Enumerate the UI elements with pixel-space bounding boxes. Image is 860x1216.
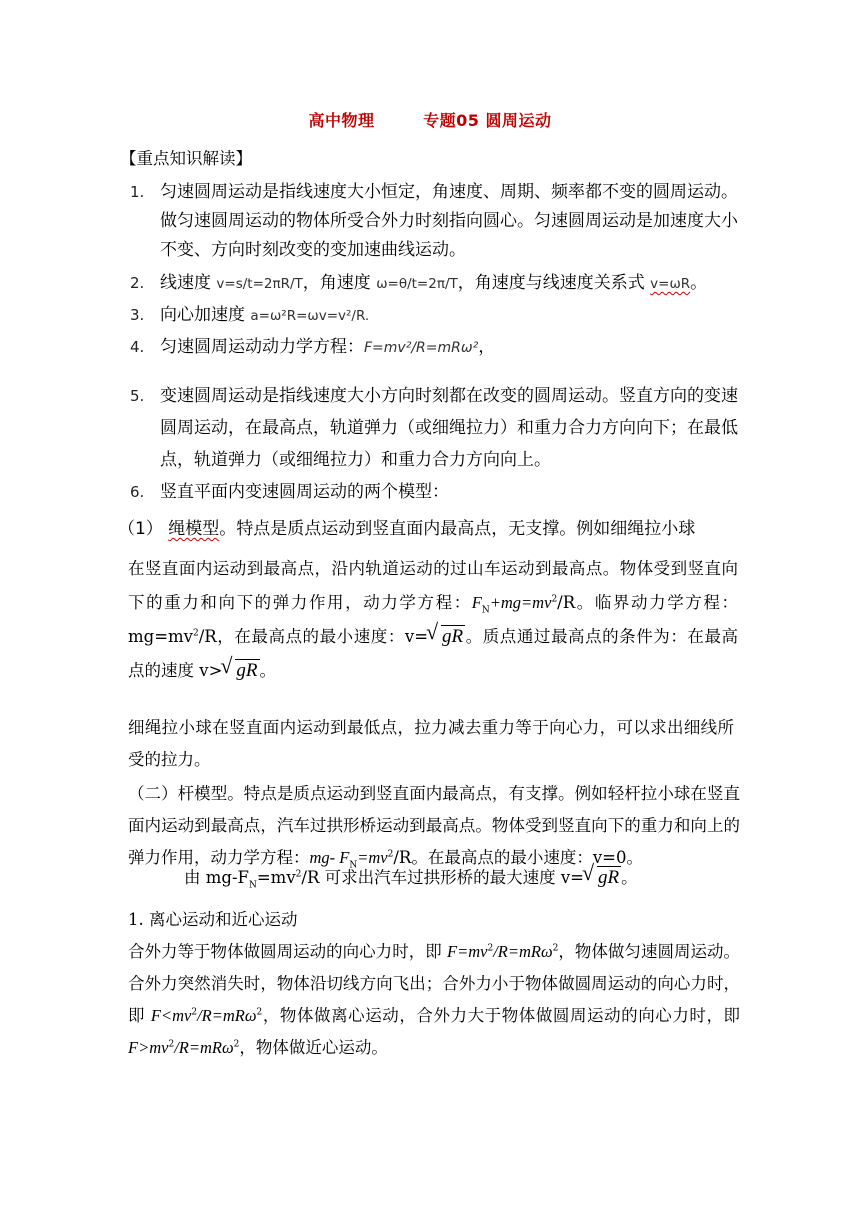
formula: v=ωR — [650, 276, 691, 292]
superscript: 2 — [387, 849, 394, 860]
page-title: 高中物理 专题05 圆周运动 — [308, 111, 552, 130]
sub-label: （1） — [118, 519, 163, 539]
item-text: 线速度 — [160, 273, 217, 293]
equation: F=mv — [447, 942, 488, 961]
list-item-4 — [128, 333, 748, 363]
rope-model-heading — [118, 515, 748, 544]
superscript: 2 — [168, 1039, 175, 1050]
formula: F=mv²/R=mRω² — [364, 340, 479, 356]
sqrt-content: gR — [236, 660, 258, 681]
equation: +mg=mv — [489, 593, 552, 612]
superscript: 2 — [551, 594, 558, 605]
body-text: 。质点通过最高点的条件为：在最高点的速度 v> — [128, 627, 738, 680]
item-text: 匀速圆周运动是指线速度大小恒定，角速度、周期、频率都不变的圆周运动。做匀速圆周运动的物体所受合外力时刻指向圆心。匀速圆周运动是加速度大小不变、方向时刻改变的变加速曲线运动。 — [160, 182, 738, 260]
item-number: 1. — [130, 183, 145, 201]
list-item-6 — [128, 476, 748, 508]
rope-model-word: 绳模型 — [168, 519, 220, 539]
centrifugal-body — [128, 936, 740, 1064]
superscript: 2 — [552, 943, 559, 954]
item-text: 。 — [690, 273, 708, 293]
body-text: /R。临界动力学方程： — [557, 593, 738, 612]
numbered-list — [128, 178, 748, 363]
superscript: 2 — [487, 943, 494, 954]
body-text: 。 — [259, 661, 277, 680]
list-item-2 — [128, 269, 748, 299]
equation: mg=mv — [128, 627, 194, 646]
item-text: 变速圆周运动是指线速度大小方向时刻都在改变的圆周运动。竖直方向的变速圆周运动，在最高点，轨道弹力（或细绳拉力）和重力合力方向向下；在最低点，轨道弹力（或细绳拉力）和重力合力方向向上。 — [160, 386, 738, 470]
body-text: /R。在最高点的最小速度：v=0。 — [393, 848, 643, 867]
body-text: 合外力等于物体做圆周运动的向心力时，即 — [128, 942, 447, 961]
sqrt-content: gR — [598, 867, 620, 888]
item-number: 4. — [130, 338, 145, 356]
equation: =mv — [357, 848, 388, 867]
sub-text: 。特点是质点运动到竖直面内最高点，无支撑。例如细绳拉小球 — [219, 519, 696, 539]
body-text: 。 — [621, 868, 638, 887]
list-item-5 — [128, 380, 748, 476]
lowest-point-paragraph: 细绳拉小球在竖直面内运动到最低点，拉力减去重力等于向心力，可以求出细线所受的拉力。 — [128, 718, 734, 769]
item-number: 5. — [130, 387, 145, 405]
body-text: ，物体做离心运动，合外力大于物体做圆周运动的向心力时，即 — [262, 1006, 740, 1025]
equation: ω — [244, 1006, 257, 1025]
equation: /R=mR — [197, 1006, 245, 1025]
numbered-list-cont — [128, 380, 748, 508]
sqrt-gR — [585, 862, 621, 893]
bridge-line — [128, 862, 734, 893]
sqrt-content: gR — [442, 626, 464, 647]
sqrt-gR — [429, 620, 465, 654]
superscript: 2 — [191, 1007, 198, 1018]
formula: v=s/t=2πR/T — [216, 276, 303, 292]
item-number: 6. — [130, 483, 145, 501]
rod-model-body — [128, 778, 740, 874]
rope-model-body — [128, 552, 738, 688]
item-text: ，角速度与线速度关系式 — [457, 273, 651, 293]
equation: ω — [221, 1038, 234, 1057]
centrifugal-heading: 1. 离心运动和近心运动 — [128, 910, 298, 929]
subscript: N — [349, 860, 358, 871]
item-text: ，角速度 — [302, 273, 377, 293]
body-text: 在竖直面内运动到最高点，沿内轨道运动的过山车运动到最高点。物体受到竖直向下的重力和向下的弹力作用，动力学方程： — [128, 559, 738, 612]
formula: ω=θ/t=2π/T — [376, 276, 458, 292]
equation: F>mv — [128, 1038, 169, 1057]
item-text: 竖直平面内变速圆周运动的两个模型： — [160, 482, 449, 502]
equation: F<mv — [150, 1006, 192, 1025]
body-text: ，物体做匀速圆周运动。合外力突然消失时，物体沿切线方向飞出；合外力小于物体做圆周运动的向心力时，即 — [128, 942, 741, 1025]
body-text: ，物体做近心运动。 — [239, 1038, 388, 1057]
sqrt-gR — [223, 654, 259, 688]
body-text: /R，在最高点的最小速度：v= — [198, 627, 429, 646]
item-text: 匀速圆周运动动力学方程： — [160, 337, 364, 357]
superscript: 2 — [295, 869, 302, 880]
equation: /R=mR — [174, 1038, 222, 1057]
equation: /R=mR — [493, 942, 541, 961]
subscript: N — [248, 880, 257, 891]
body-text: （二）杆模型。特点是质点运动到竖直面内最高点，有支撑。例如轻杆拉小球在竖直面内运动到最高点，汽车过拱形桥运动到最高点。物体受到竖直向下的重力和向上的弹力作用，动力学方程： — [128, 784, 740, 867]
formula: a=ω²R=ωv=v²/R. — [250, 308, 370, 324]
list-item-3 — [128, 301, 748, 331]
body-text: 由 mg-F — [184, 868, 249, 887]
body-text: /R 可求出汽车过拱形桥的最大速度 v= — [301, 868, 585, 887]
item-number: 2. — [130, 274, 145, 292]
item-text: 向心加速度 — [160, 305, 251, 325]
body-text: =mv — [256, 868, 296, 887]
subscript: N — [481, 605, 490, 616]
section-heading: 【重点知识解读】 — [120, 149, 252, 168]
list-item-1 — [128, 178, 748, 265]
item-text: ， — [478, 337, 496, 357]
superscript: 2 — [256, 1007, 263, 1018]
equation: F — [471, 593, 482, 612]
superscript: 2 — [233, 1039, 240, 1050]
item-number: 3. — [130, 306, 145, 324]
equation: ω — [540, 942, 553, 961]
superscript: 2 — [193, 628, 199, 639]
indent — [128, 868, 184, 887]
equation: mg- F — [309, 848, 350, 867]
